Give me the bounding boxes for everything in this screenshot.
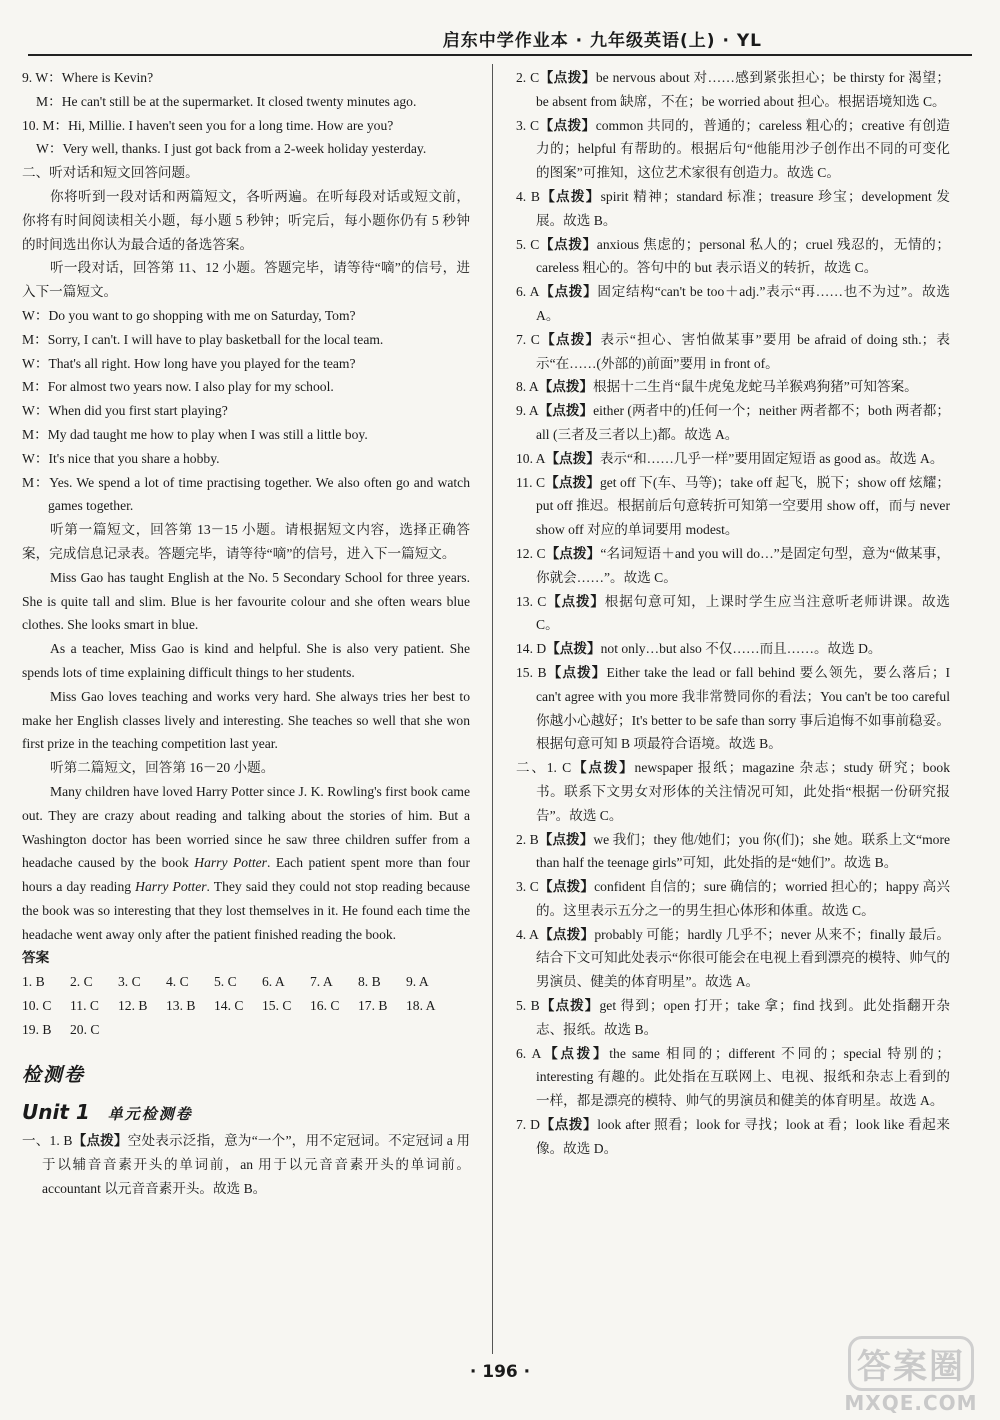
item-number: 12. C [516, 545, 546, 561]
answer-item: 17. B [358, 998, 388, 1014]
line-text: That's all right. How long have you played for the team? [48, 355, 356, 371]
dialogs-a [22, 66, 470, 161]
item-text: probably 可能；hardly 几乎不；never 从来不；finally 最后。结合下文可知此处表示“你很可能会在电视上看到漂亮的模特、帅气的男演员、健美的体育明星”。故选 A。 [536, 926, 950, 990]
speaker: M： [36, 93, 62, 109]
item-number: 5. B [516, 998, 540, 1014]
column-divider [492, 64, 493, 1354]
answer-item: 15. C [262, 998, 292, 1014]
page-number: · 196 · [469, 1362, 531, 1382]
item-tag: 【点拨】 [539, 1117, 598, 1133]
item-text: look after 照看；look for 寻找；look at 看；look like 看起来像。故选 D。 [536, 1117, 950, 1156]
answer-explanation [516, 185, 950, 233]
dialog-line [22, 304, 470, 328]
answer-item: 11. C [70, 998, 99, 1014]
answer-item: 16. C [310, 998, 340, 1014]
item-number: 13. C [516, 593, 547, 609]
answer-explanation [516, 994, 950, 1042]
line-text: Very well, thanks. I just got back from a 2-week holiday yesterday. [62, 141, 427, 157]
watermark-icon: 答案圈 [848, 1336, 974, 1391]
item-number: 11. C [516, 474, 546, 490]
answer-explanation [516, 828, 950, 876]
item-text: get off 下(车、马等)；take off 起飞，脱下；show off 炫耀；put off 推迟。根据前后句意转折可知第一空要用 show off，而与 never show off 对应的单词要用 modest。 [536, 474, 951, 538]
section-title: 检测卷 [22, 1063, 86, 1086]
line-text: When did you first start playing? [48, 403, 228, 419]
unit-name: Unit 1 [22, 1100, 90, 1125]
answer-explanation [516, 66, 950, 114]
item-tag: 【点拨】 [72, 1133, 128, 1149]
answer-explanation [516, 114, 950, 185]
right-column [516, 66, 950, 1161]
dialog-line [22, 90, 470, 114]
answer-item: 1. B [22, 974, 45, 990]
item-tag: 【点拨】 [546, 641, 601, 657]
line-text: Hi, Millie. I haven't seen you for a long time. How are you? [68, 117, 394, 133]
speaker: W： [22, 307, 49, 323]
item-text: confident 自信的；sure 确信的；worried 担心的；happy 高兴的。这里表示五分之一的男生担心体形和体重。故选 C。 [536, 879, 950, 918]
answer-item: 3. C [118, 974, 141, 990]
answer-explanation [516, 233, 950, 281]
item-number: 8. A [516, 379, 539, 395]
dialog-line [22, 328, 470, 352]
answers-grid [22, 970, 470, 1041]
answer-item: 6. A [262, 974, 285, 990]
item-tag: 【点拨】 [539, 117, 596, 133]
item-tag: 【点拨】 [545, 545, 601, 561]
item-number: 6. A [516, 1045, 542, 1061]
item-number: 4. A [516, 926, 539, 942]
item-tag: 【点拨】 [538, 379, 594, 395]
answer-explanation [516, 756, 950, 827]
item-text: get 得到；open 打开；take 拿；find 找到。此处指翻开杂志、报纸。故选 B。 [536, 998, 950, 1037]
item-text: 空处表示泛指，意为“一个”，用不定冠词。不定冠词 a 用于以辅音音素开头的单词前，an 用于以元音音素开头的单词前。accountant 以元音音素开头。故选 B。 [42, 1133, 470, 1196]
answer-explanation [516, 875, 950, 923]
passage-2-part-a: Many children have loved Harry Potter since J. K. Rowling's first book came out. They are crazy about reading and talking about the stories of him. But a Washington doctor has been worried since he saw three children suffer from a headache caused by the book [22, 783, 470, 871]
page-header [28, 20, 972, 56]
line-text: Yes. We spend a lot of time practising together. We also often go and watch games together. [48, 474, 470, 514]
item-number: 3. C [516, 117, 540, 133]
speaker: M： [22, 379, 48, 395]
dialog [22, 304, 470, 518]
item-number: 4. B [516, 188, 540, 204]
speaker: W： [36, 141, 63, 157]
speaker: 9. W： [22, 70, 62, 85]
answer-explanation [516, 661, 950, 756]
item-tag: 【点拨】 [546, 664, 607, 680]
item-number: 2. C [516, 70, 540, 85]
line-text: It's nice that you share a hobby. [48, 450, 220, 466]
item-tag: 【点拨】 [545, 450, 600, 466]
item-text: “名词短语＋and you will do…”是固定句型，意为“做某事，你就会……”。故选 C。 [536, 545, 950, 585]
dialog-line [22, 447, 470, 471]
item-number: 3. C [516, 879, 539, 895]
answer-item: 18. A [406, 998, 436, 1014]
item-tag: 【点拨】 [538, 879, 595, 895]
line-text: He can't still be at the supermarket. It closed twenty minutes ago. [61, 93, 417, 109]
item-tag: 【点拨】 [538, 926, 595, 942]
item-text: 根据十二生肖“鼠牛虎兔龙蛇马羊猴鸡狗猪”可知答案。 [593, 379, 918, 395]
line-text: For almost two years now. I also play for my school. [47, 379, 334, 395]
unit-title [22, 1101, 470, 1127]
answers-label: 答案 [22, 950, 50, 966]
item-tag: 【点拨】 [545, 474, 600, 490]
answer-item: 9. A [406, 974, 429, 990]
line-text: Do you want to go shopping with me on Saturday, Tom? [48, 307, 356, 323]
item-text: Either take the lead or fall behind 要么领先，要么落后；I can't agree with you more 我非常赞同你的看法；You can't be too careful 你越小心越好；It's better to be safe than sorry 事后追悔不如事前稳妥。根据句意可知 B 项最符合语境。故选 B。 [536, 664, 951, 752]
item-text: 根据句意可知，上课时学生应当注意听老师讲课。故选 C。 [536, 593, 951, 633]
unit-subtitle: 单元检测卷 [107, 1105, 193, 1124]
item-tag: 【点拨】 [541, 1045, 610, 1061]
watermark-logo [836, 1336, 986, 1414]
answer-explanation [516, 590, 950, 638]
answer-explanation [516, 637, 950, 661]
item-text: the same 相同的；different 不同的；special 特别的；interesting 有趣的。此处指在互联网上、电视、报纸和杂志上看到的一样，都是漂亮的模特、帅气的男演员和健美的体育明星。故选 A。 [536, 1045, 951, 1109]
line-text: Where is Kevin? [61, 70, 154, 85]
item-number: 9. A [516, 403, 539, 419]
item-number: 14. D [516, 641, 547, 657]
book-name: Harry Potter [135, 879, 207, 895]
left-column [22, 66, 470, 1201]
dialog-line [22, 471, 470, 519]
item-number: 二、1. C [516, 760, 572, 776]
dialog-line [22, 66, 470, 90]
item-text: spirit 精神；standard 标准；treasure 珍宝；development 发展。故选 B。 [536, 188, 950, 228]
answer-item: 13. B [166, 998, 196, 1014]
passage-2 [22, 780, 470, 947]
item-tag: 【点拨】 [539, 70, 596, 85]
item-tag: 【点拨】 [571, 760, 635, 776]
answer-item: 5. C [214, 974, 237, 990]
item-tag: 【点拨】 [546, 593, 605, 609]
item-tag: 【点拨】 [539, 998, 600, 1014]
passage-1 [22, 566, 470, 756]
item-text: either (两者中的)任何一个；neither 两者都不；both 两者都；all (三者及三者以上)都。故选 A。 [536, 403, 950, 442]
answer-item: 19. B [22, 1021, 52, 1037]
item-text: be nervous about 对……感到紧张担心；be thirsty for 渴望；be absent from 缺席，不在；be worried about 担心。根据语境知选 C。 [536, 70, 950, 109]
answer-item: 10. C [22, 998, 52, 1014]
speaker: W： [22, 450, 49, 466]
item-number: 5. C [516, 236, 540, 252]
item-tag: 【点拨】 [538, 403, 594, 419]
answer-item: 20. C [70, 1021, 100, 1037]
passage-1-paragraph: Miss Gao has taught English at the No. 5 Secondary School for three years. She is quite tall and slim. Blue is her favourite colour and she often wears blue clothes. She looks smart in blue. [22, 569, 470, 633]
item-tag: 【点拨】 [539, 188, 601, 204]
item-tag: 【点拨】 [539, 284, 598, 300]
item-text: 表示“和……几乎一样”要用固定短语 as good as。故选 A。 [599, 450, 944, 466]
dialog-line [22, 137, 470, 161]
line-text: My dad taught me how to play when I was still a little boy. [47, 426, 368, 442]
speaker: M： [22, 426, 48, 442]
answer-explanation [516, 375, 950, 399]
item-text: anxious 焦虑的；personal 私人的；cruel 残忍的，无情的；careless 粗心的。答句中的 but 表示语义的转折，故选 C。 [536, 236, 950, 276]
item-number: 2. B [516, 831, 539, 847]
speaker: W： [22, 403, 49, 419]
answer-explanation [516, 1113, 950, 1161]
answer-explanation [516, 447, 950, 471]
item-text: newspaper 报纸；magazine 杂志；study 研究；book 书。联系下文男女对形体的关注情况可知，此处指“根据一份研究报告”。故选 C。 [536, 760, 950, 823]
item-text: we 我们；they 他/她们；you 你(们)；she 她。联系上文“more than half the teenage girls”可知，此处指的是“她们”。故选 B。 [536, 831, 950, 871]
answer-explanation [516, 1042, 950, 1113]
section-2-title: 二、听对话和短文回答问题。 [22, 165, 199, 181]
item-tag: 【点拨】 [539, 236, 597, 252]
item-text: 固定结构“can't be too＋adj.”表示“再……也不为过”。故选 A。 [536, 284, 950, 323]
dialog-line [22, 423, 470, 447]
passage-2-part-b: . Each patient spent more than four hours a day reading [22, 855, 471, 895]
passage-1-paragraph: As a teacher, Miss Gao is kind and helpful. She is also very patient. She spends lots of time explaining difficult things to her students. [22, 641, 470, 680]
answer-item: 4. C [166, 974, 189, 990]
book-name: Harry Potter [194, 855, 267, 871]
item-number: 一、1. B [22, 1133, 73, 1149]
unit-item [22, 1129, 470, 1200]
answer-explanation [516, 280, 950, 328]
dialog-line [22, 352, 470, 376]
item-number: 7. D [516, 1117, 540, 1133]
passage-2-part-c: . They said they could not stop reading because the book was so interesting that they lost themselves in it. He found each time the headache went away only after the patient finished reading the book. [22, 879, 470, 942]
speaker: M： [22, 474, 50, 490]
answer-explanation [516, 923, 950, 994]
item-text: 表示“担心、害怕做某事”要用 be afraid of doing sth.；表示“在……(外部的)前面”要用 in front of。 [536, 331, 950, 371]
dialog-line [22, 399, 470, 423]
answer-item: 2. C [70, 974, 93, 990]
answer-item: 12. B [118, 998, 148, 1014]
answer-item: 7. A [310, 974, 333, 990]
item-text: common 共同的，普通的；careless 粗心的；creative 有创造力的；helpful 有帮助的。根据后句“他能用沙子创作出不同的可变化的图案”可推知，这位艺术家很有创造力。故选 C。 [536, 117, 950, 181]
item-tag: 【点拨】 [539, 331, 601, 347]
item-text: not only…but also 不仅……而且……。故选 D。 [600, 641, 882, 657]
passage-1-intro: 听第一篇短文，回答第 13－15 小题。请根据短文内容，选择正确答案，完成信息记录表。答题完毕，请等待“嘀”的信号，进入下一篇短文。 [22, 522, 470, 561]
item-number: 15. B [516, 664, 547, 680]
item-tag: 【点拨】 [538, 831, 594, 847]
speaker: W： [22, 355, 49, 371]
watermark-url: MXQE.COM [844, 1391, 978, 1415]
answer-explanation [516, 399, 950, 447]
item-number: 6. A [516, 284, 540, 300]
answer-explanation [516, 328, 950, 376]
answer-item: 8. B [358, 974, 381, 990]
book-title: 启东中学作业本 · 九年级英语(上) · YL [442, 31, 762, 51]
answer-explanation [516, 542, 950, 590]
speaker: M： [22, 331, 48, 347]
dialog-line [22, 114, 470, 138]
item-number: 7. C [516, 331, 540, 347]
line-text: Sorry, I can't. I will have to play basketball for the local team. [47, 331, 384, 347]
dialog-line [22, 375, 470, 399]
answer-explanation [516, 471, 950, 542]
dialog-intro: 听一段对话，回答第 11、12 小题。答题完毕，请等待“嘀”的信号，进入下一篇短文。 [22, 260, 470, 300]
answer-item: 14. C [214, 998, 244, 1014]
item-number: 10. A [516, 450, 546, 466]
section-2-intro: 你将听到一段对话和两篇短文，各听两遍。在听每段对话或短文前，你将有时间阅读相关小题，每小题 5 秒钟；听完后，每小题你仍有 5 秒钟的时间选出你认为最合适的备选答案。 [22, 188, 470, 252]
speaker: 10. M： [22, 117, 69, 133]
passage-1-paragraph: Miss Gao loves teaching and works very hard. She always tries her best to make her English classes lively and interesting. She teaches so well that she won first prize in the teaching competition last year. [22, 688, 470, 752]
passage-2-intro: 听第二篇短文，回答第 16－20 小题。 [50, 760, 275, 776]
